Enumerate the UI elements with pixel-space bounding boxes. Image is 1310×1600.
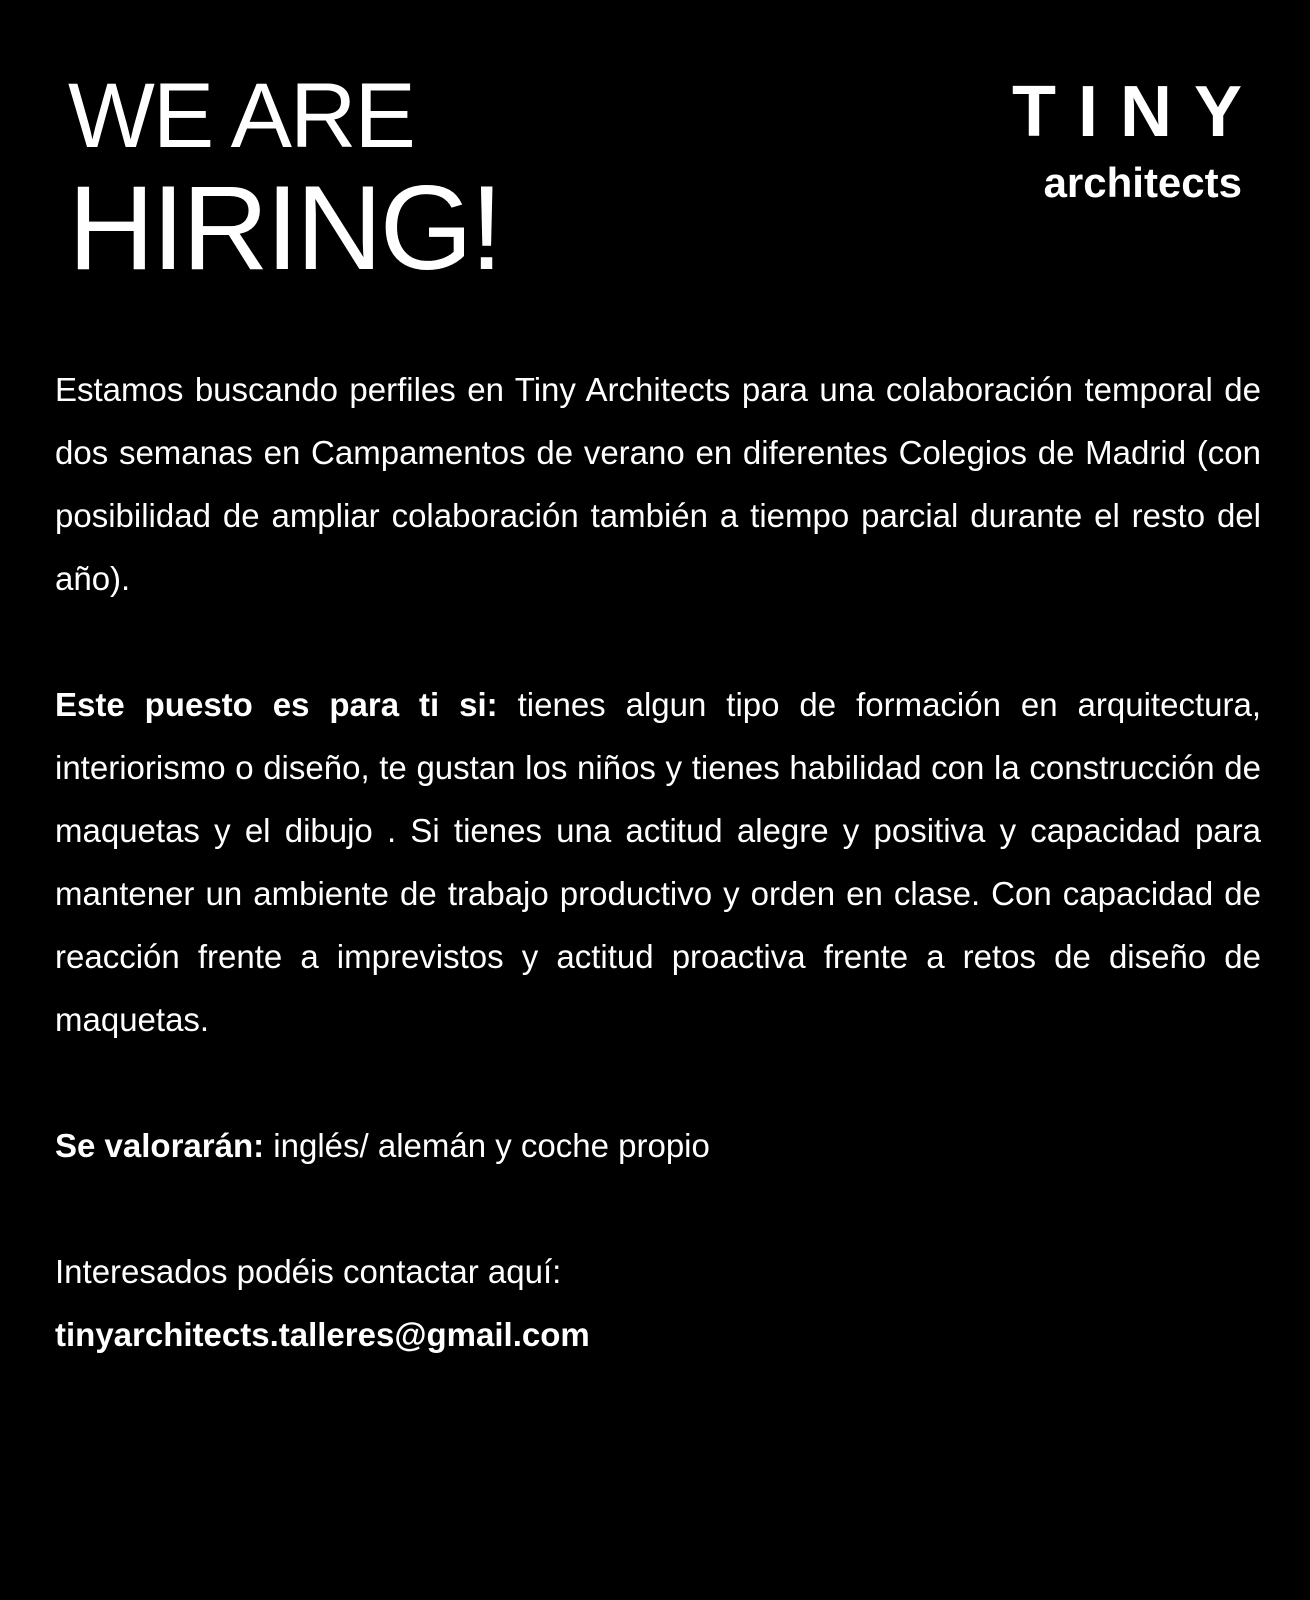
paragraph-spacer (55, 1177, 1261, 1240)
logo-name: TINY (1011, 72, 1264, 152)
job-description (55, 358, 1261, 1366)
paragraph-spacer (55, 610, 1261, 673)
tiny-architects-logo (1002, 72, 1264, 206)
intro-paragraph: Estamos buscando perfiles en Tiny Architects para una colaboración temporal de dos semanas en Campamentos de verano en diferentes Colegios de Madrid (con posibilidad de ampliar colaboración también a tiempo parcial durante el resto del año). (55, 371, 1261, 597)
valued-paragraph (55, 1114, 1261, 1177)
contact-email-link[interactable]: tinyarchitects.talleres@gmail.com (55, 1316, 590, 1353)
valued-label: Se valorarán: (55, 1127, 265, 1164)
contact-text: Interesados podéis contactar aquí: (55, 1253, 562, 1290)
paragraph-spacer (55, 1051, 1261, 1114)
valued-text: inglés/ alemán y coche propio (273, 1127, 710, 1164)
headline (68, 65, 501, 295)
profile-paragraph (55, 673, 1261, 1051)
profile-label: Este puesto es para ti si: (55, 686, 498, 723)
profile-text: tienes algun tipo de formación en arquitectura, interiorismo o diseño, te gustan los niños y tienes habilidad con la construcción de maquetas y el dibujo . Si tienes una actitud alegre y positiva y capacidad para mantener un ambiente de trabajo productivo y orden en clase. Con capacidad de reacción frente a imprevistos y actitud proactiva frente a retos de diseño de maquetas. (55, 686, 1261, 1038)
headline-line-1: WE ARE (68, 65, 414, 167)
logo-subtitle: architects (1043, 159, 1242, 206)
headline-line-2: HIRING! (68, 161, 501, 295)
